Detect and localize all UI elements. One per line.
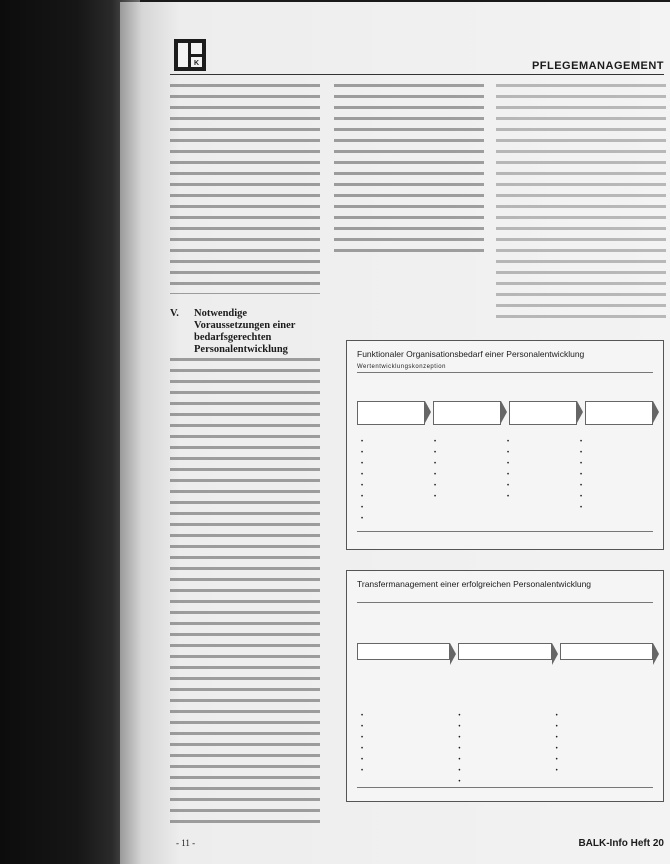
document-page [170,18,670,858]
middle-column-text-illegible [334,84,484,254]
running-head: PFLEGEMANAGEMENT [531,60,664,72]
process-step [585,401,653,425]
transfer-column [361,711,458,788]
reference-list-illegible [496,84,666,324]
diagram-title: Transfermanagement einer erfolgreichen Personalentwicklung [357,579,592,589]
balk-logo [173,38,207,72]
header-rule [170,74,664,75]
book-spine-shadow [0,0,140,864]
transfer-lists [361,711,653,788]
requirement-column [580,437,653,525]
diagram-transfer-management [346,570,664,802]
section-number: V. [170,308,179,319]
left-column-text-illegible [170,84,320,294]
process-step [433,401,501,425]
process-step [458,643,551,660]
process-chevrons [357,401,653,425]
process-step [357,643,450,660]
process-step [357,401,425,425]
diagram-footer-rule [357,531,653,532]
requirement-column [361,437,434,525]
diagram-organisational-requirements [346,340,664,550]
diagram-title: Funktionaler Organisationsbedarf einer Personalentwicklung [357,349,585,359]
left-column-body-illegible [170,358,320,828]
process-chevrons [357,643,653,660]
process-step [509,401,577,425]
transfer-column [556,711,653,788]
requirement-column [434,437,507,525]
journal-title: BALK-Info Heft 20 [578,838,664,849]
diagram-footer-rule [357,787,653,788]
svg-text:K: K [194,60,200,67]
page-number: - 11 - [176,838,196,848]
requirement-lists [361,437,653,525]
process-step [560,643,653,660]
section-title: Notwendige Voraussetzungen einer bedarfsgerechten Personalentwicklung [194,308,296,355]
diagram-rule [357,372,653,373]
requirement-column [507,437,580,525]
diagram-subtitle: Wertentwicklungskonzeption [357,364,446,370]
diagram-rule [357,602,653,603]
transfer-column [458,711,555,788]
